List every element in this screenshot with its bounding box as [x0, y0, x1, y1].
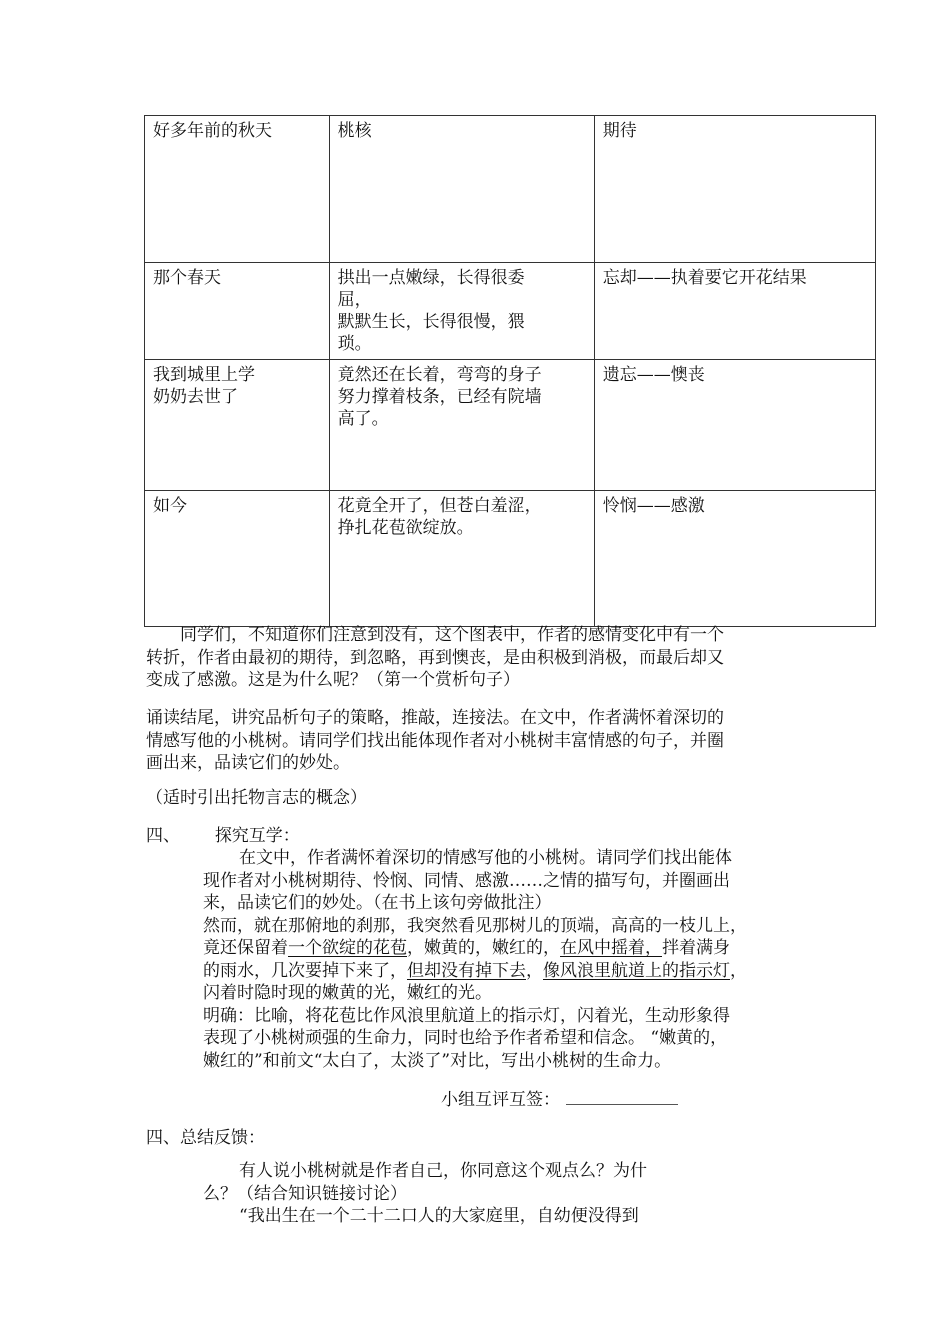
cell-text: 怜悯——感激: [602, 496, 705, 516]
table-cell-tree: [329, 360, 594, 491]
section-title: 探究互学：: [214, 826, 300, 846]
text-line: 诵读结尾，讲究品析句子的策略，推敲，连接法。在文中，作者满怀着深切的: [146, 708, 724, 728]
table-cell-feeling: [594, 360, 875, 491]
signature-blank[interactable]: [566, 1090, 678, 1105]
cell-text: 努力撑着枝条，已经有院墙: [337, 387, 542, 407]
cell-text: 奶奶去世了: [153, 387, 238, 407]
quote-text: 竟还保留着: [203, 938, 288, 958]
table-row: [145, 263, 876, 360]
table-cell-time: [145, 491, 330, 627]
underlined-phrase: 在风中摇着，: [560, 938, 662, 958]
quote-text: 拌着满身: [662, 938, 730, 958]
text-line: 情感写他的小桃树。请同学们找出能体现作者对小桃树丰富情感的句子，并圈: [146, 730, 724, 751]
quote-text: ，: [730, 960, 747, 981]
underlined-phrase: 一个欲绽的花苞: [288, 938, 407, 958]
table-row: [145, 491, 876, 627]
cell-text: 默默生长，长得很慢，猥: [337, 312, 525, 332]
clarify-line: 嫩红的”和前文“太白了，太淡了”对比，写出小桃树的生命力。: [203, 1050, 672, 1071]
text-line: 同学们，不知道你们注意到没有，这个图表中，作者的感情变化中有一个: [180, 625, 724, 645]
cell-text: 期待: [602, 121, 637, 141]
text-line: 来，品读它们的妙处。（在书上该句旁做批注）: [203, 893, 552, 913]
table-row: [145, 360, 876, 491]
summary-body: [203, 1160, 647, 1228]
quote-line: 闪着时隐时现的嫩黄的光，嫩红的光。: [203, 983, 492, 1003]
table-cell-feeling: [594, 116, 875, 263]
section-title: 四、总结反馈：: [146, 1128, 265, 1148]
cell-text: 琐。: [337, 334, 372, 354]
clarify-line: 明确：比喻，将花苞比作风浪里航道上的指示灯，闪着光，生动形象得: [203, 1005, 730, 1026]
cell-text: 那个春天: [153, 268, 221, 288]
quote-text: 的雨水，几次要掉下来了，: [203, 960, 407, 981]
cell-text: 屈，: [337, 290, 372, 310]
text-line: 么？（结合知识链接讨论）: [203, 1183, 407, 1204]
underlined-phrase: 像风浪里航道上的指示灯: [543, 960, 730, 981]
section-number: 四、: [146, 826, 180, 846]
section-four-heading: [146, 825, 300, 848]
text-line: 变成了感激。这是为什么呢？（第一个赏析句子）: [146, 670, 520, 690]
table-cell-time: [145, 116, 330, 263]
table-cell-feeling: [594, 491, 875, 627]
paragraph-concept-note: [146, 787, 367, 810]
cell-text: 桃核: [337, 121, 372, 141]
peer-signature: [441, 1089, 678, 1112]
cell-text: 忘却——执着要它开花结果: [602, 268, 807, 288]
cell-text: 遗忘——懊丧: [602, 365, 705, 385]
paragraph-emotion-turn: [146, 624, 724, 692]
cell-text: 好多年前的秋天: [153, 121, 272, 141]
cell-text: 挣扎花苞欲绽放。: [337, 518, 474, 538]
cell-text: 拱出一点嫩绿，长得很委: [337, 268, 525, 288]
table-cell-tree: [329, 491, 594, 627]
table-cell-time: [145, 360, 330, 491]
table-row: [145, 116, 876, 263]
underlined-phrase: 但却没有掉下去: [407, 960, 526, 981]
cell-text: 我到城里上学: [153, 365, 255, 385]
text-line: 在文中，作者满怀着深切的情感写他的小桃树。请同学们找出能体: [239, 848, 732, 868]
quote-text: ，嫩黄的，嫩红的，: [407, 938, 560, 958]
text-line: 转折，作者由最初的期待，到忽略，再到懊丧，是由积极到消极，而最后却又: [146, 647, 724, 668]
signature-label: 小组互评互签：: [441, 1090, 560, 1110]
cell-text: 高了。: [337, 409, 389, 429]
table-cell-feeling: [594, 263, 875, 360]
text-line: 画出来，品读它们的妙处。: [146, 753, 350, 773]
quote-line: 然而，就在那俯地的刹那，我突然看见那树儿的顶端，高高的一枝儿上，: [203, 915, 747, 936]
section-four-body: [203, 847, 747, 1072]
text-line: 有人说小桃树就是作者自己，你同意这个观点么？为什: [239, 1161, 647, 1181]
paragraph-reading-strategy: [146, 707, 724, 775]
emotion-table: [144, 115, 876, 627]
table-cell-tree: [329, 116, 594, 263]
cell-text: 如今: [153, 496, 187, 516]
cell-text: 竟然还在长着，弯弯的身子: [337, 365, 542, 385]
cell-text: 花竟全开了，但苍白羞涩，: [337, 496, 542, 516]
text-line: （适时引出托物言志的概念）: [146, 788, 367, 808]
table-cell-tree: [329, 263, 594, 360]
text-line: “我出生在一个二十二口人的大家庭里，自幼便没得到: [239, 1206, 639, 1226]
table-cell-time: [145, 263, 330, 360]
quote-text: ，: [526, 960, 543, 981]
quote-line: [203, 960, 747, 983]
clarify-line: 表现了小桃树顽强的生命力，同时也给予作者希望和信念。 “嫩黄的，: [203, 1028, 728, 1048]
text-line: 现作者对小桃树期待、怜悯、同情、感激……之情的描写句，并圈画出: [203, 870, 730, 891]
summary-heading: [146, 1127, 265, 1150]
quote-line: [203, 937, 747, 960]
